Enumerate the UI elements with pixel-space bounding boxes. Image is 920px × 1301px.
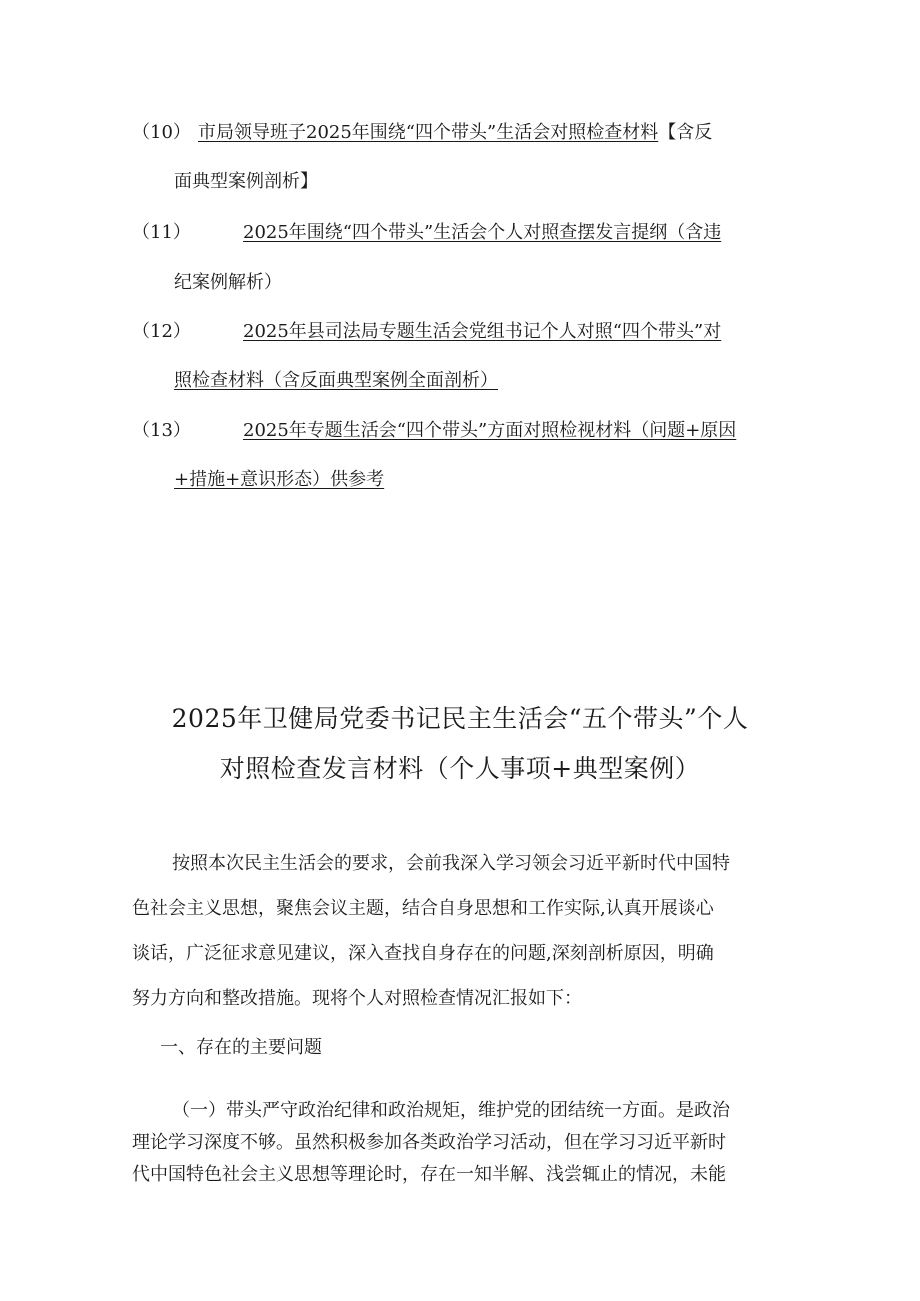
toc-item-line1 — [243, 320, 721, 344]
toc-item-tail: 【含反 — [658, 122, 713, 143]
paragraph-line: 努力方向和整改措施。现将个人对照检查情况汇报如下： — [132, 988, 582, 1009]
toc-item-link[interactable]: 2025年县司法局专题生活会党组书记个人对照“四个带头”对 — [243, 321, 722, 342]
paragraph-line: 按照本次民主生活会的要求，会前我深入学习领会习近平新时代中国特 — [172, 853, 730, 874]
paragraph-line: 色社会主义思想，聚焦会议主题，结合自身思想和工作实际,认真开展谈心 — [132, 898, 714, 919]
toc-item-line2: 面典型案例剖析】 — [174, 171, 318, 192]
paragraph-line: 谈话，广泛征求意见建议，深入查找自身存在的问题,深刻剖析原因，明确 — [132, 943, 714, 964]
toc-item-line2 — [174, 468, 384, 492]
section-heading: 一、存在的主要问题 — [160, 1037, 322, 1058]
toc-item-line1 — [198, 121, 712, 145]
toc-item-link-cont[interactable]: 照检查材料（含反面典型案例全面剖析） — [174, 370, 498, 391]
paragraph-line: 理论学习深度不够。虽然积极参加各类政治学习活动，但在学习习近平新时 — [132, 1132, 726, 1153]
toc-item-link[interactable]: 2025年专题生活会“四个带头”方面对照检视材料（问题+原因 — [243, 420, 737, 441]
document-title-line1: 2025年卫健局党委书记民主生活会“五个带头”个人 — [171, 704, 749, 733]
toc-item-link-cont[interactable]: +措施+意识形态）供参考 — [174, 469, 385, 490]
paragraph-line: 代中国特色社会主义思想等理论时，存在一知半解、浅尝辄止的情况，未能 — [132, 1164, 726, 1185]
toc-item-number: （13） — [132, 420, 191, 441]
toc-item-line2: 纪案例解析） — [174, 272, 282, 293]
toc-item-line2 — [174, 369, 498, 393]
toc-item-number: （10） — [132, 122, 191, 143]
toc-item-link[interactable]: 2025年围绕“四个带头”生活会个人对照查摆发言提纲（含违 — [243, 222, 722, 243]
toc-item-number: （12） — [132, 321, 191, 342]
document-title-line2: 对照检查发言材料（个人事项+典型案例） — [219, 754, 701, 783]
toc-item-line1 — [243, 419, 736, 443]
toc-item-line1 — [243, 221, 721, 245]
toc-item-link[interactable]: 市局领导班子2025年围绕“四个带头”生活会对照检查材料 — [198, 122, 659, 143]
toc-item-number: （11） — [132, 222, 191, 243]
paragraph-line: （一）带头严守政治纪律和政治规矩，维护党的团结统一方面。是政治 — [172, 1100, 730, 1121]
